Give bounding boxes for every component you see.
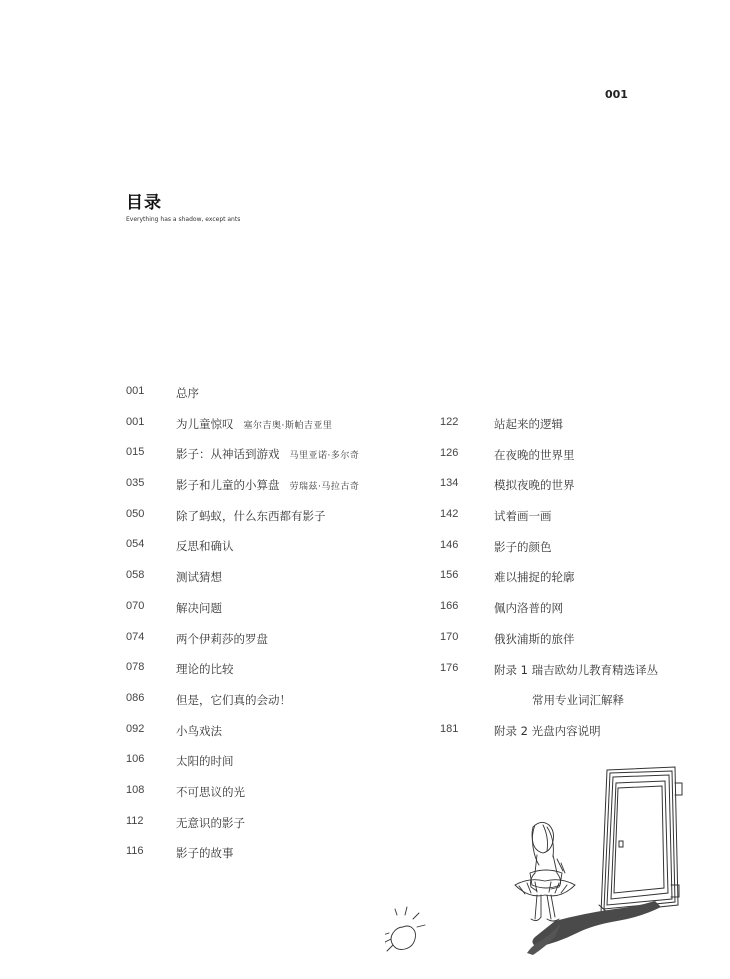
toc-entry[interactable] [126, 508, 426, 539]
toc-page-number: 058 [126, 569, 145, 582]
toc-page-number: 078 [126, 661, 145, 674]
toc-author: 马里亚诺·多尔奇 [289, 451, 360, 462]
toc-left-column [126, 385, 426, 876]
toc-title: 常用专业词汇解释 [532, 693, 624, 708]
toc-title: 佩内洛普的网 [494, 601, 563, 616]
page-title: 目录 [126, 193, 162, 213]
toc-page-number: 086 [126, 691, 145, 704]
toc-page-number: 146 [440, 538, 459, 551]
toc-page-number: 015 [126, 446, 145, 459]
toc-title [176, 723, 222, 739]
toc-page-number: 176 [440, 661, 459, 674]
toc-page-number: 108 [126, 783, 145, 796]
toc-title-text: 不可思议的光 [176, 784, 245, 799]
toc-entry[interactable] [126, 416, 426, 447]
toc-title [176, 692, 291, 708]
toc-page-number: 142 [440, 508, 459, 521]
toc-entry[interactable] [440, 447, 700, 478]
toc-entry[interactable] [126, 723, 426, 754]
toc-right-column [440, 416, 700, 754]
toc-title [176, 446, 359, 462]
toc-entry[interactable] [440, 477, 700, 508]
toc-page-number: 126 [440, 446, 459, 459]
toc-entry[interactable] [126, 600, 426, 631]
toc-title-text: 无意识的影子 [176, 815, 245, 830]
toc-title-text: 反思和确认 [176, 539, 234, 554]
toc-page-number: 074 [126, 630, 145, 643]
toc-title-text: 但是，它们真的会动！ [176, 692, 291, 707]
toc-page-number: 134 [440, 477, 459, 490]
toc-title [176, 631, 268, 647]
toc-title: 影子的颜色 [494, 539, 552, 554]
shadow-sketch [527, 901, 661, 955]
toc-entry[interactable] [440, 508, 700, 539]
toc-entry[interactable] [440, 600, 700, 631]
toc-title [176, 569, 222, 585]
toc-entry[interactable] [440, 539, 700, 570]
toc-entry[interactable] [440, 416, 700, 447]
toc-title: 附录 1 瑞吉欧幼儿教育精选译丛 [494, 662, 659, 677]
toc-page-number: 181 [440, 722, 459, 735]
toc-page-number: 166 [440, 600, 459, 613]
toc-entry[interactable] [126, 385, 426, 416]
toc-title-text: 影子和儿童的小算盘 [176, 478, 280, 493]
child-door-shadow-drawing [385, 755, 705, 970]
toc-title-text: 总序 [176, 386, 199, 400]
toc-page-number: 035 [126, 477, 145, 490]
toc-page-number: 116 [126, 845, 144, 858]
toc-title: 在夜晚的世界里 [494, 447, 575, 462]
toc-title-text: 太阳的时间 [176, 754, 234, 769]
toc-entry[interactable] [126, 569, 426, 600]
toc-entry[interactable] [440, 569, 700, 600]
toc-title [176, 753, 234, 769]
toc-page-number: 170 [440, 630, 459, 643]
toc-page-number: 156 [440, 569, 459, 582]
toc-title: 试着画一画 [494, 509, 552, 524]
toc-title-text: 测试猜想 [176, 570, 222, 585]
toc-title: 站起来的逻辑 [494, 417, 563, 431]
toc-title [176, 416, 332, 432]
toc-entry[interactable] [440, 723, 700, 754]
toc-entry[interactable] [126, 692, 426, 723]
toc-page-number: 001 [126, 415, 145, 428]
toc-entry[interactable] [126, 661, 426, 692]
toc-author: 塞尔吉奥·斯帕吉亚里 [243, 420, 333, 431]
toc-title-text: 除了蚂蚁，什么东西都有影子 [176, 508, 326, 523]
toc-title: 模拟夜晚的世界 [494, 478, 575, 493]
door-sketch [599, 767, 682, 917]
toc-title-text: 理论的比较 [176, 662, 234, 677]
page-subtitle: Everything has a shadow, except ants [126, 216, 241, 223]
toc-entry[interactable] [126, 538, 426, 569]
toc-page-number: 070 [126, 599, 145, 612]
toc-entry[interactable] [126, 477, 426, 508]
toc-entry[interactable] [126, 845, 426, 876]
toc-page-number: 092 [126, 722, 145, 735]
toc-page-number: 050 [126, 507, 145, 520]
toc-title [176, 661, 234, 677]
toc-title-text: 影子的故事 [176, 846, 234, 861]
toc-entry[interactable] [440, 662, 700, 693]
toc-page-number: 054 [126, 538, 145, 551]
toc-page-number: 001 [126, 385, 145, 397]
toc-title [176, 784, 245, 800]
light-bulb-icon [385, 907, 425, 951]
toc-title [176, 477, 359, 493]
toc-page-number: 106 [126, 753, 145, 766]
toc-title-text: 两个伊莉莎的罗盘 [176, 631, 268, 646]
toc-entry[interactable] [126, 631, 426, 662]
child-sketch [515, 822, 575, 921]
toc-title-text: 解决问题 [176, 600, 222, 615]
toc-title [176, 508, 326, 524]
toc-title [176, 600, 222, 616]
toc-page-number: 112 [126, 814, 144, 827]
toc-author: 劳瑞兹·马拉古奇 [289, 482, 360, 493]
toc-title: 难以捕捉的轮廓 [494, 570, 575, 585]
toc-title [176, 538, 234, 554]
toc-entry-continued[interactable] [440, 692, 700, 723]
toc-title: 附录 2 光盘内容说明 [494, 723, 601, 738]
page-number: 001 [605, 88, 628, 101]
toc-title-text: 为儿童惊叹 [176, 416, 234, 431]
toc-entry[interactable] [126, 815, 426, 846]
toc-entry[interactable] [440, 631, 700, 662]
toc-entry[interactable] [126, 753, 426, 784]
toc-title-text: 影子：从神话到游戏 [176, 447, 280, 462]
toc-title [176, 845, 234, 861]
toc-title-text: 小鸟戏法 [176, 723, 222, 738]
toc-title [176, 385, 199, 401]
toc-title: 俄狄浦斯的旅伴 [494, 631, 575, 646]
toc-entry[interactable] [126, 446, 426, 477]
toc-page-number: 122 [440, 416, 459, 428]
toc-title [176, 815, 245, 831]
toc-entry[interactable] [126, 784, 426, 815]
